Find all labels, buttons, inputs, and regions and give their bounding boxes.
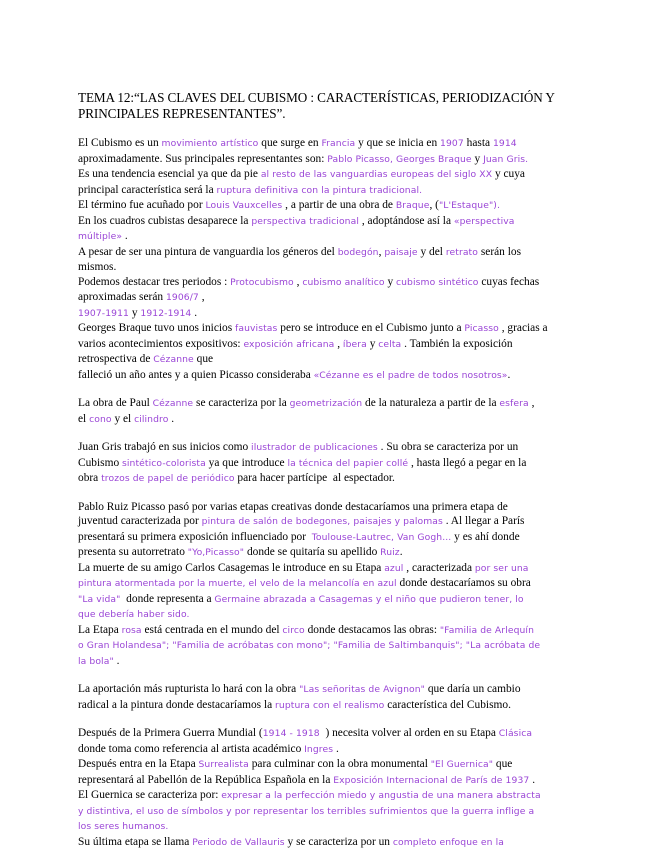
highlighted-text: Pablo Picasso, Georges Braque bbox=[327, 154, 471, 165]
body-text: , bbox=[379, 246, 385, 258]
body-text: , bbox=[199, 291, 205, 303]
paragraph bbox=[78, 682, 583, 713]
body-text: ) necesita volver al orden en su Etapa bbox=[320, 727, 499, 739]
highlighted-text: Ingres bbox=[304, 744, 333, 755]
highlighted-text: Louis Vauxcelles bbox=[205, 200, 282, 211]
text-line bbox=[78, 561, 583, 577]
highlighted-text: Francia bbox=[321, 138, 355, 149]
text-line bbox=[78, 290, 583, 306]
text-line bbox=[78, 245, 583, 261]
paragraph bbox=[78, 726, 583, 850]
body-text: mismos. bbox=[78, 261, 116, 273]
highlighted-text: y distintiva, el uso de símbolos y por representar los terribles sufrimientos que la guerra inflige a bbox=[78, 806, 534, 817]
body-text: serán los bbox=[478, 246, 521, 258]
highlighted-text: cilindro bbox=[134, 414, 168, 425]
highlighted-text: perspectiva tradicional bbox=[251, 216, 359, 227]
body-text: hasta bbox=[464, 137, 493, 149]
text-line bbox=[78, 698, 583, 714]
page-title: TEMA 12:“LAS CLAVES DEL CUBISMO : CARACTERÍSTICAS, PERIODIZACIÓN Y PRINCIPALES REPRESENTANTES”. bbox=[78, 90, 578, 122]
body-text: y bbox=[129, 307, 140, 319]
body-text: aproximadas serán bbox=[78, 291, 166, 303]
paragraph bbox=[78, 440, 583, 487]
body-text: se caracteriza por la bbox=[193, 397, 289, 409]
highlighted-text: "Familia de Arlequín bbox=[440, 625, 534, 636]
body-text: La muerte de su amigo Carlos Casagemas le introduce en su Etapa bbox=[78, 562, 384, 574]
text-line bbox=[78, 623, 583, 639]
body-text: Juan Gris trabajó en sus inicios como bbox=[78, 441, 251, 453]
body-text: que bbox=[194, 353, 213, 365]
text-line bbox=[78, 321, 583, 337]
paragraph-gap bbox=[78, 713, 583, 726]
body-text: , a partir de una obra de bbox=[282, 199, 396, 211]
text-line bbox=[78, 471, 583, 487]
highlighted-text: bodegón bbox=[338, 247, 379, 258]
text-line bbox=[78, 412, 583, 428]
highlighted-text: ruptura con el realismo bbox=[275, 700, 384, 711]
highlighted-text: los seres humanos. bbox=[78, 821, 168, 832]
body-text: A pesar de ser una pintura de vanguardia los géneros del bbox=[78, 246, 338, 258]
highlighted-text: 1914 bbox=[493, 138, 517, 149]
highlighted-text: cubismo analítico bbox=[302, 277, 384, 288]
text-line bbox=[78, 638, 583, 654]
highlighted-text: ilustrador de publicaciones bbox=[251, 442, 378, 453]
text-line bbox=[78, 682, 583, 698]
text-line bbox=[78, 742, 583, 758]
body-text: El Guernica se caracteriza por: bbox=[78, 789, 221, 801]
highlighted-text: «perspectiva bbox=[454, 216, 515, 227]
highlighted-text: "Yo,Picasso" bbox=[188, 547, 244, 558]
highlighted-text: 1907 bbox=[440, 138, 464, 149]
highlighted-text: Periodo de Vallauris bbox=[192, 837, 284, 848]
body-text: y cuya bbox=[492, 168, 525, 180]
body-text: . bbox=[400, 546, 403, 558]
highlighted-text: azul bbox=[384, 563, 403, 574]
body-text: , bbox=[334, 338, 343, 350]
body-text: . bbox=[333, 743, 339, 755]
body-text: Podemos destacar tres periodos : bbox=[78, 276, 230, 288]
body-text: . bbox=[508, 369, 511, 381]
body-text: el bbox=[78, 413, 89, 425]
highlighted-text: al resto de las vanguardias europeas del siglo XX bbox=[261, 169, 492, 180]
text-line bbox=[78, 183, 583, 199]
paragraph-gap bbox=[78, 487, 583, 500]
body-text: representará al Pabellón de la República Española en la bbox=[78, 774, 333, 786]
body-text: está centrada en el mundo del bbox=[142, 624, 283, 636]
body-text: donde representa a bbox=[120, 593, 214, 605]
body-text: para hacer partícipe al espectador. bbox=[235, 472, 395, 484]
body-text: presentará su primera exposición influenciado por bbox=[78, 531, 312, 543]
highlighted-text: sintético-colorista bbox=[122, 458, 206, 469]
body-text: , ( bbox=[429, 199, 439, 211]
text-line bbox=[78, 260, 583, 275]
body-text: ya que introduce bbox=[206, 457, 288, 469]
text-line bbox=[78, 819, 583, 835]
body-text: juventud caracterizada por bbox=[78, 515, 202, 527]
body-text: , caracterizada bbox=[403, 562, 474, 574]
body-text: y el bbox=[112, 413, 134, 425]
highlighted-text: Ruiz bbox=[380, 547, 400, 558]
highlighted-text: 1907-1911 bbox=[78, 308, 129, 319]
body-text: , hasta llegó a pegar en la bbox=[408, 457, 526, 469]
text-line bbox=[78, 440, 583, 456]
highlighted-text: Exposición Internacional de París de 1937 bbox=[333, 775, 529, 786]
text-line bbox=[78, 167, 583, 183]
body-text: falleció un año antes y a quien Picasso consideraba bbox=[78, 369, 314, 381]
paragraph-gap bbox=[78, 383, 583, 396]
text-line bbox=[78, 654, 583, 670]
highlighted-text: 1914 - 1918 bbox=[263, 728, 320, 739]
text-line bbox=[78, 337, 583, 353]
body-text: y bbox=[385, 276, 396, 288]
highlighted-text: Cézanne bbox=[153, 398, 194, 409]
body-text: y es ahí donde bbox=[451, 531, 519, 543]
text-line bbox=[78, 368, 583, 384]
text-line bbox=[78, 275, 583, 291]
text-line bbox=[78, 306, 583, 322]
body-text: . También la exposición bbox=[401, 338, 512, 350]
highlighted-text: paisaje bbox=[384, 247, 417, 258]
body-text: Pablo Ruiz Picasso pasó por varias etapas creativas donde destacaríamos una primera etapa de bbox=[78, 501, 508, 513]
body-text: Es una tendencia esencial ya que da pie bbox=[78, 168, 261, 180]
highlighted-text: Cézanne bbox=[153, 354, 194, 365]
body-text: aproximadamente. Sus principales representantes son: bbox=[78, 153, 327, 165]
text-line bbox=[78, 352, 583, 368]
highlighted-text: geometrización bbox=[290, 398, 363, 409]
body-text: y que se inicia en bbox=[355, 137, 440, 149]
highlighted-text: Protocubismo bbox=[230, 277, 294, 288]
highlighted-text: Germaine abrazada a Casagemas y el niño que pudieron tener, lo bbox=[214, 594, 523, 605]
highlighted-text: trozos de papel de periódico bbox=[101, 473, 234, 484]
highlighted-text: celta bbox=[378, 339, 401, 350]
highlighted-text: por ser una bbox=[475, 563, 529, 574]
highlighted-text: circo bbox=[282, 625, 304, 636]
highlighted-text: fauvistas bbox=[235, 323, 277, 334]
highlighted-text: "El Guernica" bbox=[431, 759, 493, 770]
highlighted-text: esfera bbox=[499, 398, 528, 409]
body-text: La aportación más rupturista lo hará con la obra bbox=[78, 683, 299, 695]
text-line bbox=[78, 514, 583, 530]
body-text: principal característica será la bbox=[78, 184, 217, 196]
highlighted-text: Clásica bbox=[499, 728, 532, 739]
highlighted-text: o Gran Holandesa"; "Familia de acróbatas con mono"; "Familia de Saltimbanquis"; "La acróbata de bbox=[78, 640, 540, 651]
body-text: donde toma como referencia al artista académico bbox=[78, 743, 304, 755]
body-text: que daría un cambio bbox=[425, 683, 521, 695]
body-text: En los cuadros cubistas desaparece la bbox=[78, 215, 251, 227]
highlighted-text: Toulouse-Lautrec, Van Gogh... bbox=[312, 532, 452, 543]
body-text: y se caracteriza por un bbox=[285, 836, 393, 848]
body-text: y bbox=[472, 153, 483, 165]
body-text: donde destacamos las obras: bbox=[305, 624, 440, 636]
body-text: cuyas fechas bbox=[478, 276, 539, 288]
highlighted-text: "L'Estaque"). bbox=[439, 200, 500, 211]
highlighted-text: rosa bbox=[122, 625, 142, 636]
body-text: . bbox=[529, 774, 535, 786]
document-body bbox=[78, 136, 583, 850]
text-line bbox=[78, 136, 583, 152]
text-line bbox=[78, 229, 583, 245]
text-line bbox=[78, 773, 583, 789]
body-text: , bbox=[529, 397, 535, 409]
highlighted-text: la técnica del papier collé bbox=[287, 458, 408, 469]
text-line bbox=[78, 500, 583, 515]
highlighted-text: la bola" bbox=[78, 656, 114, 667]
text-line bbox=[78, 607, 583, 623]
highlighted-text: Picasso bbox=[464, 323, 498, 334]
body-text: Después de la Primera Guerra Mundial ( bbox=[78, 727, 263, 739]
body-text: Cubismo bbox=[78, 457, 122, 469]
highlighted-text: «Cézanne es el padre de todos nosotros» bbox=[314, 370, 508, 381]
highlighted-text: Braque bbox=[396, 200, 430, 211]
body-text: y del bbox=[418, 246, 446, 258]
body-text: , gracias a bbox=[499, 322, 548, 334]
highlighted-text: Surrealista bbox=[199, 759, 249, 770]
text-line bbox=[78, 592, 583, 608]
body-text: . bbox=[114, 655, 120, 667]
highlighted-text: exposición africana bbox=[243, 339, 334, 350]
text-line bbox=[78, 456, 583, 472]
highlighted-text: expresar a la perfección miedo y angustia de una manera abstracta bbox=[221, 790, 540, 801]
text-line bbox=[78, 757, 583, 773]
paragraph-gap bbox=[78, 669, 583, 682]
highlighted-text: cono bbox=[89, 414, 112, 425]
body-text: , bbox=[294, 276, 303, 288]
body-text: , adoptándose así la bbox=[359, 215, 454, 227]
highlighted-text: "La vida" bbox=[78, 594, 120, 605]
body-text: varios acontecimientos expositivos: bbox=[78, 338, 243, 350]
text-line bbox=[78, 198, 583, 214]
text-line bbox=[78, 726, 583, 742]
highlighted-text: que debería haber sido. bbox=[78, 609, 190, 620]
body-text: para culminar con la obra monumental bbox=[249, 758, 431, 770]
body-text: y bbox=[367, 338, 378, 350]
body-text: pero se introduce en el Cubismo junto a bbox=[277, 322, 464, 334]
body-text: La Etapa bbox=[78, 624, 122, 636]
text-line bbox=[78, 396, 583, 412]
highlighted-text: "Las señoritas de Avignon" bbox=[299, 684, 425, 695]
body-text: Georges Braque tuvo unos inicios bbox=[78, 322, 235, 334]
text-line bbox=[78, 788, 583, 804]
highlighted-text: múltiple» bbox=[78, 231, 122, 242]
body-text: retrospectiva de bbox=[78, 353, 153, 365]
highlighted-text: 1906/7 bbox=[166, 292, 199, 303]
body-text: El término fue acuñado por bbox=[78, 199, 205, 211]
text-line bbox=[78, 545, 583, 561]
text-line bbox=[78, 152, 583, 168]
paragraph bbox=[78, 396, 583, 427]
body-text: donde destacaríamos su obra bbox=[397, 577, 531, 589]
highlighted-text: cubismo sintético bbox=[396, 277, 478, 288]
text-line bbox=[78, 530, 583, 546]
body-text: Su última etapa se llama bbox=[78, 836, 192, 848]
highlighted-text: completo enfoque en la bbox=[393, 837, 504, 848]
body-text: El Cubismo es un bbox=[78, 137, 162, 149]
highlighted-text: retrato bbox=[446, 247, 478, 258]
body-text: de la naturaleza a partir de la bbox=[362, 397, 499, 409]
paragraph-gap bbox=[78, 427, 583, 440]
body-text: que surge en bbox=[258, 137, 321, 149]
paragraph bbox=[78, 500, 583, 670]
body-text: Después entra en la Etapa bbox=[78, 758, 199, 770]
text-line bbox=[78, 214, 583, 230]
body-text: radical a la pintura donde destacaríamos la bbox=[78, 699, 275, 711]
body-text: presenta su autorretrato bbox=[78, 546, 188, 558]
highlighted-text: 1912-1914 bbox=[140, 308, 191, 319]
highlighted-text: pintura de salón de bodegones, paisajes y palomas bbox=[202, 516, 443, 527]
highlighted-text: íbera bbox=[343, 339, 367, 350]
body-text: donde se quitaría su apellido bbox=[244, 546, 380, 558]
text-line bbox=[78, 804, 583, 820]
body-text: . bbox=[168, 413, 174, 425]
paragraph bbox=[78, 136, 583, 383]
highlighted-text: Juan Gris. bbox=[483, 154, 528, 165]
body-text: obra bbox=[78, 472, 101, 484]
highlighted-text: pintura atormentada por la muerte, el velo de la melancolía en azul bbox=[78, 578, 397, 589]
body-text: . Al llegar a París bbox=[443, 515, 525, 527]
body-text: . Su obra se caracteriza por un bbox=[378, 441, 518, 453]
body-text: característica del Cubismo. bbox=[384, 699, 511, 711]
highlighted-text: ruptura definitiva con la pintura tradicional. bbox=[217, 185, 423, 196]
text-line bbox=[78, 576, 583, 592]
body-text: . bbox=[122, 230, 128, 242]
body-text: . bbox=[191, 307, 197, 319]
highlighted-text: movimiento artístico bbox=[162, 138, 259, 149]
body-text: que bbox=[493, 758, 512, 770]
body-text: La obra de Paul bbox=[78, 397, 153, 409]
